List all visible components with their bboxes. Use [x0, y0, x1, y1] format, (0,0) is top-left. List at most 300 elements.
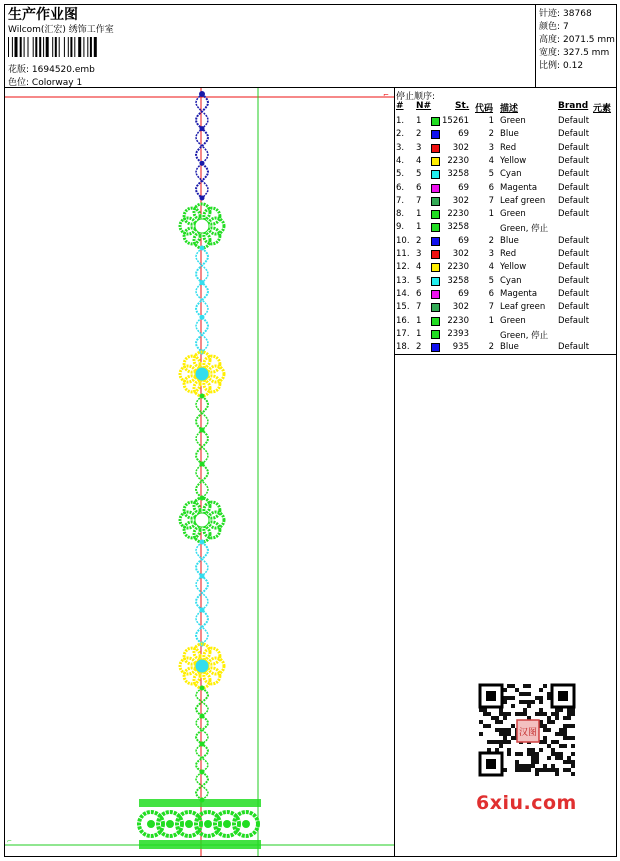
- color-swatch: [431, 317, 440, 326]
- sheet-title: 生产作业图: [8, 7, 78, 23]
- row-needle: 1: [416, 315, 422, 326]
- qr-module: [551, 720, 555, 724]
- row-code: 5: [488, 169, 494, 180]
- qr-module: [555, 732, 559, 736]
- row-index: 5.: [396, 169, 405, 180]
- qr-module: [555, 752, 559, 756]
- vine-stroke: [196, 94, 208, 198]
- bottom-lace-band: [139, 799, 261, 849]
- barcode-bar: [39, 37, 41, 57]
- qr-module: [503, 736, 507, 740]
- qr-module: [527, 700, 531, 704]
- qr-module: [555, 768, 559, 772]
- row-index: 8.: [396, 209, 405, 220]
- row-brand: Default: [558, 275, 590, 286]
- row-index: 3.: [396, 142, 405, 153]
- barcode-bar: [28, 37, 29, 57]
- qr-module: [539, 708, 543, 712]
- vine-knot: [200, 315, 205, 320]
- vine-knot: [200, 462, 205, 467]
- qr-module: [567, 760, 571, 764]
- qr-module: [547, 720, 551, 724]
- qr-module: [547, 716, 551, 720]
- row-code: 2: [488, 342, 494, 353]
- stat-stitches: [539, 6, 592, 19]
- qr-module: [551, 768, 555, 772]
- qr-module: [515, 768, 519, 772]
- qr-module: [499, 720, 503, 724]
- row-code: 4: [488, 155, 494, 166]
- stat-colors: [539, 19, 569, 32]
- row-description: Magenta: [500, 288, 538, 299]
- qr-module: [527, 768, 531, 772]
- barcode-bar: [59, 37, 60, 57]
- qr-module: [523, 764, 527, 768]
- qr-module: [559, 752, 563, 756]
- qr-module: [527, 684, 531, 688]
- row-index: 11.: [396, 249, 410, 259]
- qr-module: [491, 716, 495, 720]
- row-stitches: 2393: [447, 328, 469, 339]
- table-row: [396, 328, 616, 341]
- barcode-bar: [20, 37, 22, 57]
- qr-module: [547, 728, 551, 732]
- stat-value: 327.5 mm: [563, 48, 610, 58]
- qr-module: [527, 692, 531, 696]
- qr-module: [515, 760, 519, 764]
- qr-module: [567, 716, 571, 720]
- qr-module: [543, 724, 547, 728]
- row-needle: 2: [416, 235, 422, 246]
- qr-module: [507, 728, 511, 732]
- qr-module: [511, 724, 515, 728]
- stat-label: 比例:: [539, 61, 561, 71]
- color-swatch: [431, 303, 440, 312]
- qr-module: [535, 768, 539, 772]
- qr-module: [559, 756, 563, 760]
- qr-module: [563, 768, 567, 772]
- qr-module: [535, 752, 539, 756]
- color-swatch: [431, 237, 440, 246]
- color-swatch: [431, 130, 440, 139]
- qr-module: [555, 740, 559, 744]
- row-description: Leaf green: [500, 195, 546, 206]
- row-description: Red: [500, 249, 517, 259]
- qr-module: [547, 692, 551, 696]
- row-index: 1.: [396, 116, 405, 126]
- qr-module: [503, 740, 507, 744]
- row-brand: Default: [558, 262, 590, 273]
- table-row: [396, 182, 616, 195]
- design-file-line: [8, 62, 95, 75]
- row-brand: Default: [558, 195, 590, 206]
- row-code: 3: [488, 249, 494, 259]
- qr-module: [543, 740, 547, 744]
- row-stitches: 69: [458, 129, 469, 140]
- row-stitches: 302: [452, 302, 469, 313]
- row-needle: 7: [416, 195, 422, 206]
- row-description: Cyan: [500, 275, 522, 286]
- qr-module: [511, 704, 515, 708]
- table-row: [396, 155, 616, 168]
- row-code: 6: [488, 288, 494, 299]
- qr-module: [539, 696, 543, 700]
- vine-stroke: [196, 248, 208, 352]
- table-row: [396, 168, 616, 181]
- seal-text: 汉图: [518, 728, 538, 738]
- table-row: [396, 115, 616, 128]
- row-code: 3: [488, 142, 494, 153]
- green-flower: [180, 498, 224, 542]
- qr-module: [535, 712, 539, 716]
- qr-code: [471, 680, 583, 780]
- vine-knot: [200, 686, 205, 691]
- row-stitches: 3258: [447, 169, 469, 180]
- barcode-bar: [94, 37, 97, 57]
- vine-stroke: [196, 542, 208, 644]
- qr-module: [503, 712, 507, 716]
- qr-module: [543, 764, 547, 768]
- barcode-bar: [12, 37, 13, 57]
- barcode-bar: [35, 37, 37, 57]
- bottom-corner-mark: ⌐: [7, 838, 13, 845]
- qr-module: [503, 716, 507, 720]
- yellow-flower: [180, 644, 224, 688]
- col-index: #: [396, 101, 404, 111]
- qr-module: [499, 708, 503, 712]
- vine-knot: [200, 742, 205, 747]
- color-swatch: [431, 157, 440, 166]
- row-stitches: 302: [452, 142, 469, 153]
- qr-module: [507, 684, 511, 688]
- color-swatch: [431, 117, 440, 126]
- qr-module: [519, 712, 523, 716]
- col-needle: N#: [416, 101, 432, 111]
- stats-divider: [535, 4, 536, 88]
- qr-module: [507, 740, 511, 744]
- row-needle: 1: [416, 116, 422, 126]
- qr-module: [555, 716, 559, 720]
- table-row: [396, 315, 616, 328]
- row-stitches: 2230: [447, 155, 469, 166]
- row-brand: Default: [558, 116, 590, 126]
- barcode-bar: [55, 37, 57, 57]
- color-swatch: [431, 277, 440, 286]
- qr-module: [487, 740, 491, 744]
- corner-mark: ⌐: [383, 91, 389, 99]
- qr-module: [539, 748, 543, 752]
- table-row: [396, 128, 616, 141]
- qr-module: [543, 768, 547, 772]
- qr-module: [499, 744, 503, 748]
- row-index: 18.: [396, 342, 410, 353]
- row-needle: 6: [416, 182, 422, 193]
- row-stitches: 69: [458, 235, 469, 246]
- qr-module: [523, 708, 527, 712]
- table-row: [396, 235, 616, 248]
- table-row: [396, 195, 616, 208]
- barcode-bar: [64, 37, 65, 57]
- row-index: 10.: [396, 235, 410, 246]
- qr-module: [479, 720, 483, 724]
- qr-module: [515, 752, 519, 756]
- stat-width: [539, 45, 609, 58]
- qr-module: [523, 768, 527, 772]
- qr-module: [535, 756, 539, 760]
- colorway-label: 色位:: [8, 78, 30, 88]
- row-needle: 5: [416, 275, 422, 286]
- qr-module: [567, 768, 571, 772]
- vine-knot: [200, 196, 205, 201]
- qr-module: [527, 704, 531, 708]
- stat-height: [539, 32, 615, 45]
- row-stitches: 2230: [447, 315, 469, 326]
- row-index: 17.: [396, 328, 410, 339]
- qr-module: [547, 768, 551, 772]
- qr-module: [511, 684, 515, 688]
- qr-module: [547, 696, 551, 700]
- col-stitches: St.: [455, 101, 470, 111]
- row-code: 1: [488, 116, 494, 126]
- qr-module: [555, 772, 559, 776]
- table-row: [396, 275, 616, 288]
- qr-module: [563, 728, 567, 732]
- qr-module: [567, 736, 571, 740]
- qr-module: [567, 724, 571, 728]
- qr-module: [507, 732, 511, 736]
- color-swatch: [431, 170, 440, 179]
- qr-module: [483, 724, 487, 728]
- row-index: 12.: [396, 262, 410, 273]
- row-needle: 3: [416, 249, 422, 259]
- table-row: [396, 208, 616, 221]
- row-index: 4.: [396, 155, 405, 166]
- qr-module: [523, 692, 527, 696]
- qr-module: [495, 748, 499, 752]
- qr-module: [519, 700, 523, 704]
- qr-module: [539, 688, 543, 692]
- barcode-bar: [78, 37, 81, 57]
- row-needle: 2: [416, 342, 422, 353]
- qr-module: [531, 752, 535, 756]
- barcode-bar: [15, 37, 18, 57]
- row-code: 5: [488, 275, 494, 286]
- qr-module: [495, 728, 499, 732]
- table-row: [396, 248, 616, 261]
- qr-module: [571, 708, 575, 712]
- table-row: [396, 261, 616, 274]
- qr-module: [499, 740, 503, 744]
- row-code: 7: [488, 195, 494, 206]
- barcode: [8, 37, 140, 57]
- qr-module: [487, 724, 491, 728]
- row-code: 2: [488, 235, 494, 246]
- qr-module: [479, 708, 483, 712]
- qr-module: [539, 700, 543, 704]
- row-stitches: 2230: [447, 262, 469, 273]
- qr-module: [507, 696, 511, 700]
- qr-module: [483, 712, 487, 716]
- row-description: Green: [500, 315, 526, 326]
- qr-module: [531, 700, 535, 704]
- qr-module: [531, 764, 535, 768]
- vine-stroke: [196, 396, 208, 498]
- row-description: Leaf green: [500, 302, 546, 313]
- row-description: Blue: [500, 129, 519, 140]
- row-needle: 6: [416, 288, 422, 299]
- row-brand: Default: [558, 288, 590, 299]
- col-brand: Brand: [558, 101, 589, 111]
- color-swatch: [431, 144, 440, 153]
- qr-module: [503, 728, 507, 732]
- row-description: Cyan: [500, 169, 522, 180]
- row-needle: 1: [416, 209, 422, 220]
- row-index: 9.: [396, 222, 405, 233]
- qr-module: [571, 736, 575, 740]
- row-description: Green: [500, 209, 526, 220]
- qr-module: [499, 712, 503, 716]
- row-index: 16.: [396, 315, 410, 326]
- row-stitches: 302: [452, 195, 469, 206]
- qr-module: [551, 748, 555, 752]
- row-needle: 4: [416, 155, 422, 166]
- qr-module: [515, 688, 519, 692]
- qr-module: [551, 752, 555, 756]
- qr-module: [495, 740, 499, 744]
- qr-module: [507, 712, 511, 716]
- qr-module: [567, 756, 571, 760]
- qr-module: [503, 732, 507, 736]
- table-row: [396, 288, 616, 301]
- barcode-bar: [33, 37, 34, 57]
- vine-knot: [200, 540, 205, 545]
- col-element: 元素: [593, 104, 612, 114]
- qr-module: [543, 684, 547, 688]
- qr-module: [511, 696, 515, 700]
- row-index: 13.: [396, 275, 410, 286]
- table-row: [396, 301, 616, 314]
- row-brand: Default: [558, 169, 590, 180]
- table-row: [396, 142, 616, 155]
- color-swatch: [431, 210, 440, 219]
- qr-module: [563, 744, 567, 748]
- qr-module: [527, 748, 531, 752]
- vine-knot: [200, 714, 205, 719]
- barcode-bar: [87, 37, 88, 57]
- row-code: 7: [488, 302, 494, 313]
- qr-module: [515, 712, 519, 716]
- qr-module: [547, 756, 551, 760]
- row-index: 6.: [396, 182, 405, 193]
- qr-module: [571, 772, 575, 776]
- qr-module: [555, 712, 559, 716]
- qr-module: [535, 760, 539, 764]
- vine-knot: [200, 574, 205, 579]
- row-brand: Default: [558, 235, 590, 246]
- color-swatch: [431, 290, 440, 299]
- row-brand: Default: [558, 155, 590, 166]
- vine-knot: [200, 280, 205, 285]
- row-index: 14.: [396, 288, 410, 299]
- qr-module: [563, 724, 567, 728]
- qr-module: [555, 708, 559, 712]
- barcode-bar: [90, 37, 92, 57]
- row-code: 2: [488, 129, 494, 140]
- barcode-bar: [8, 37, 9, 57]
- qr-module: [559, 744, 563, 748]
- qr-module: [499, 732, 503, 736]
- qr-module: [559, 708, 563, 712]
- row-brand: Default: [558, 129, 590, 140]
- barcode-bar: [24, 37, 25, 57]
- qr-module: [495, 716, 499, 720]
- qr-module: [563, 736, 567, 740]
- row-index: 2.: [396, 129, 405, 140]
- qr-module: [571, 712, 575, 716]
- row-needle: 7: [416, 302, 422, 313]
- qr-module: [503, 688, 507, 692]
- row-description: Green: [500, 116, 526, 126]
- row-needle: 1: [416, 222, 422, 233]
- vine-knot: [200, 608, 205, 613]
- qr-module: [555, 756, 559, 760]
- row-stitches: 3258: [447, 275, 469, 286]
- qr-module: [539, 712, 543, 716]
- qr-module: [527, 764, 531, 768]
- qr-module: [571, 724, 575, 728]
- vine-knot: [200, 770, 205, 775]
- color-swatch: [431, 263, 440, 272]
- barcode-bar: [74, 37, 75, 57]
- design-preview: [5, 88, 394, 856]
- qr-module: [503, 696, 507, 700]
- qr-module: [543, 736, 547, 740]
- row-code: 1: [488, 209, 494, 220]
- green-flower: [180, 204, 224, 248]
- qr-module: [479, 732, 483, 736]
- studio-name: Wilcom(汇宏) 绣饰工作室: [8, 25, 114, 35]
- stat-value: 7: [563, 22, 569, 32]
- qr-module: [519, 752, 523, 756]
- yellow-flower: [180, 352, 224, 396]
- row-brand: Default: [558, 342, 590, 353]
- qr-module: [483, 708, 487, 712]
- row-brand: Default: [558, 302, 590, 313]
- row-code: 4: [488, 262, 494, 273]
- qr-module: [567, 708, 571, 712]
- barcode-bar: [52, 37, 53, 57]
- stat-value: 0.12: [563, 61, 584, 71]
- col-code: 代码: [475, 104, 494, 114]
- row-brand: Default: [558, 249, 590, 259]
- qr-module: [551, 740, 555, 744]
- barcode-bar: [43, 37, 44, 57]
- site-watermark: 6xiu.com: [476, 792, 577, 814]
- qr-module: [567, 712, 571, 716]
- stat-scale: [539, 58, 583, 71]
- qr-module: [503, 768, 507, 772]
- qr-module: [523, 700, 527, 704]
- colorway-line: [8, 75, 82, 88]
- qr-module: [571, 752, 575, 756]
- row-description: Blue: [500, 342, 519, 353]
- qr-module: [531, 756, 535, 760]
- preview-divider: [394, 88, 395, 857]
- qr-module: [559, 728, 563, 732]
- vine-knot: [200, 428, 205, 433]
- qr-module: [543, 728, 547, 732]
- qr-module: [487, 748, 491, 752]
